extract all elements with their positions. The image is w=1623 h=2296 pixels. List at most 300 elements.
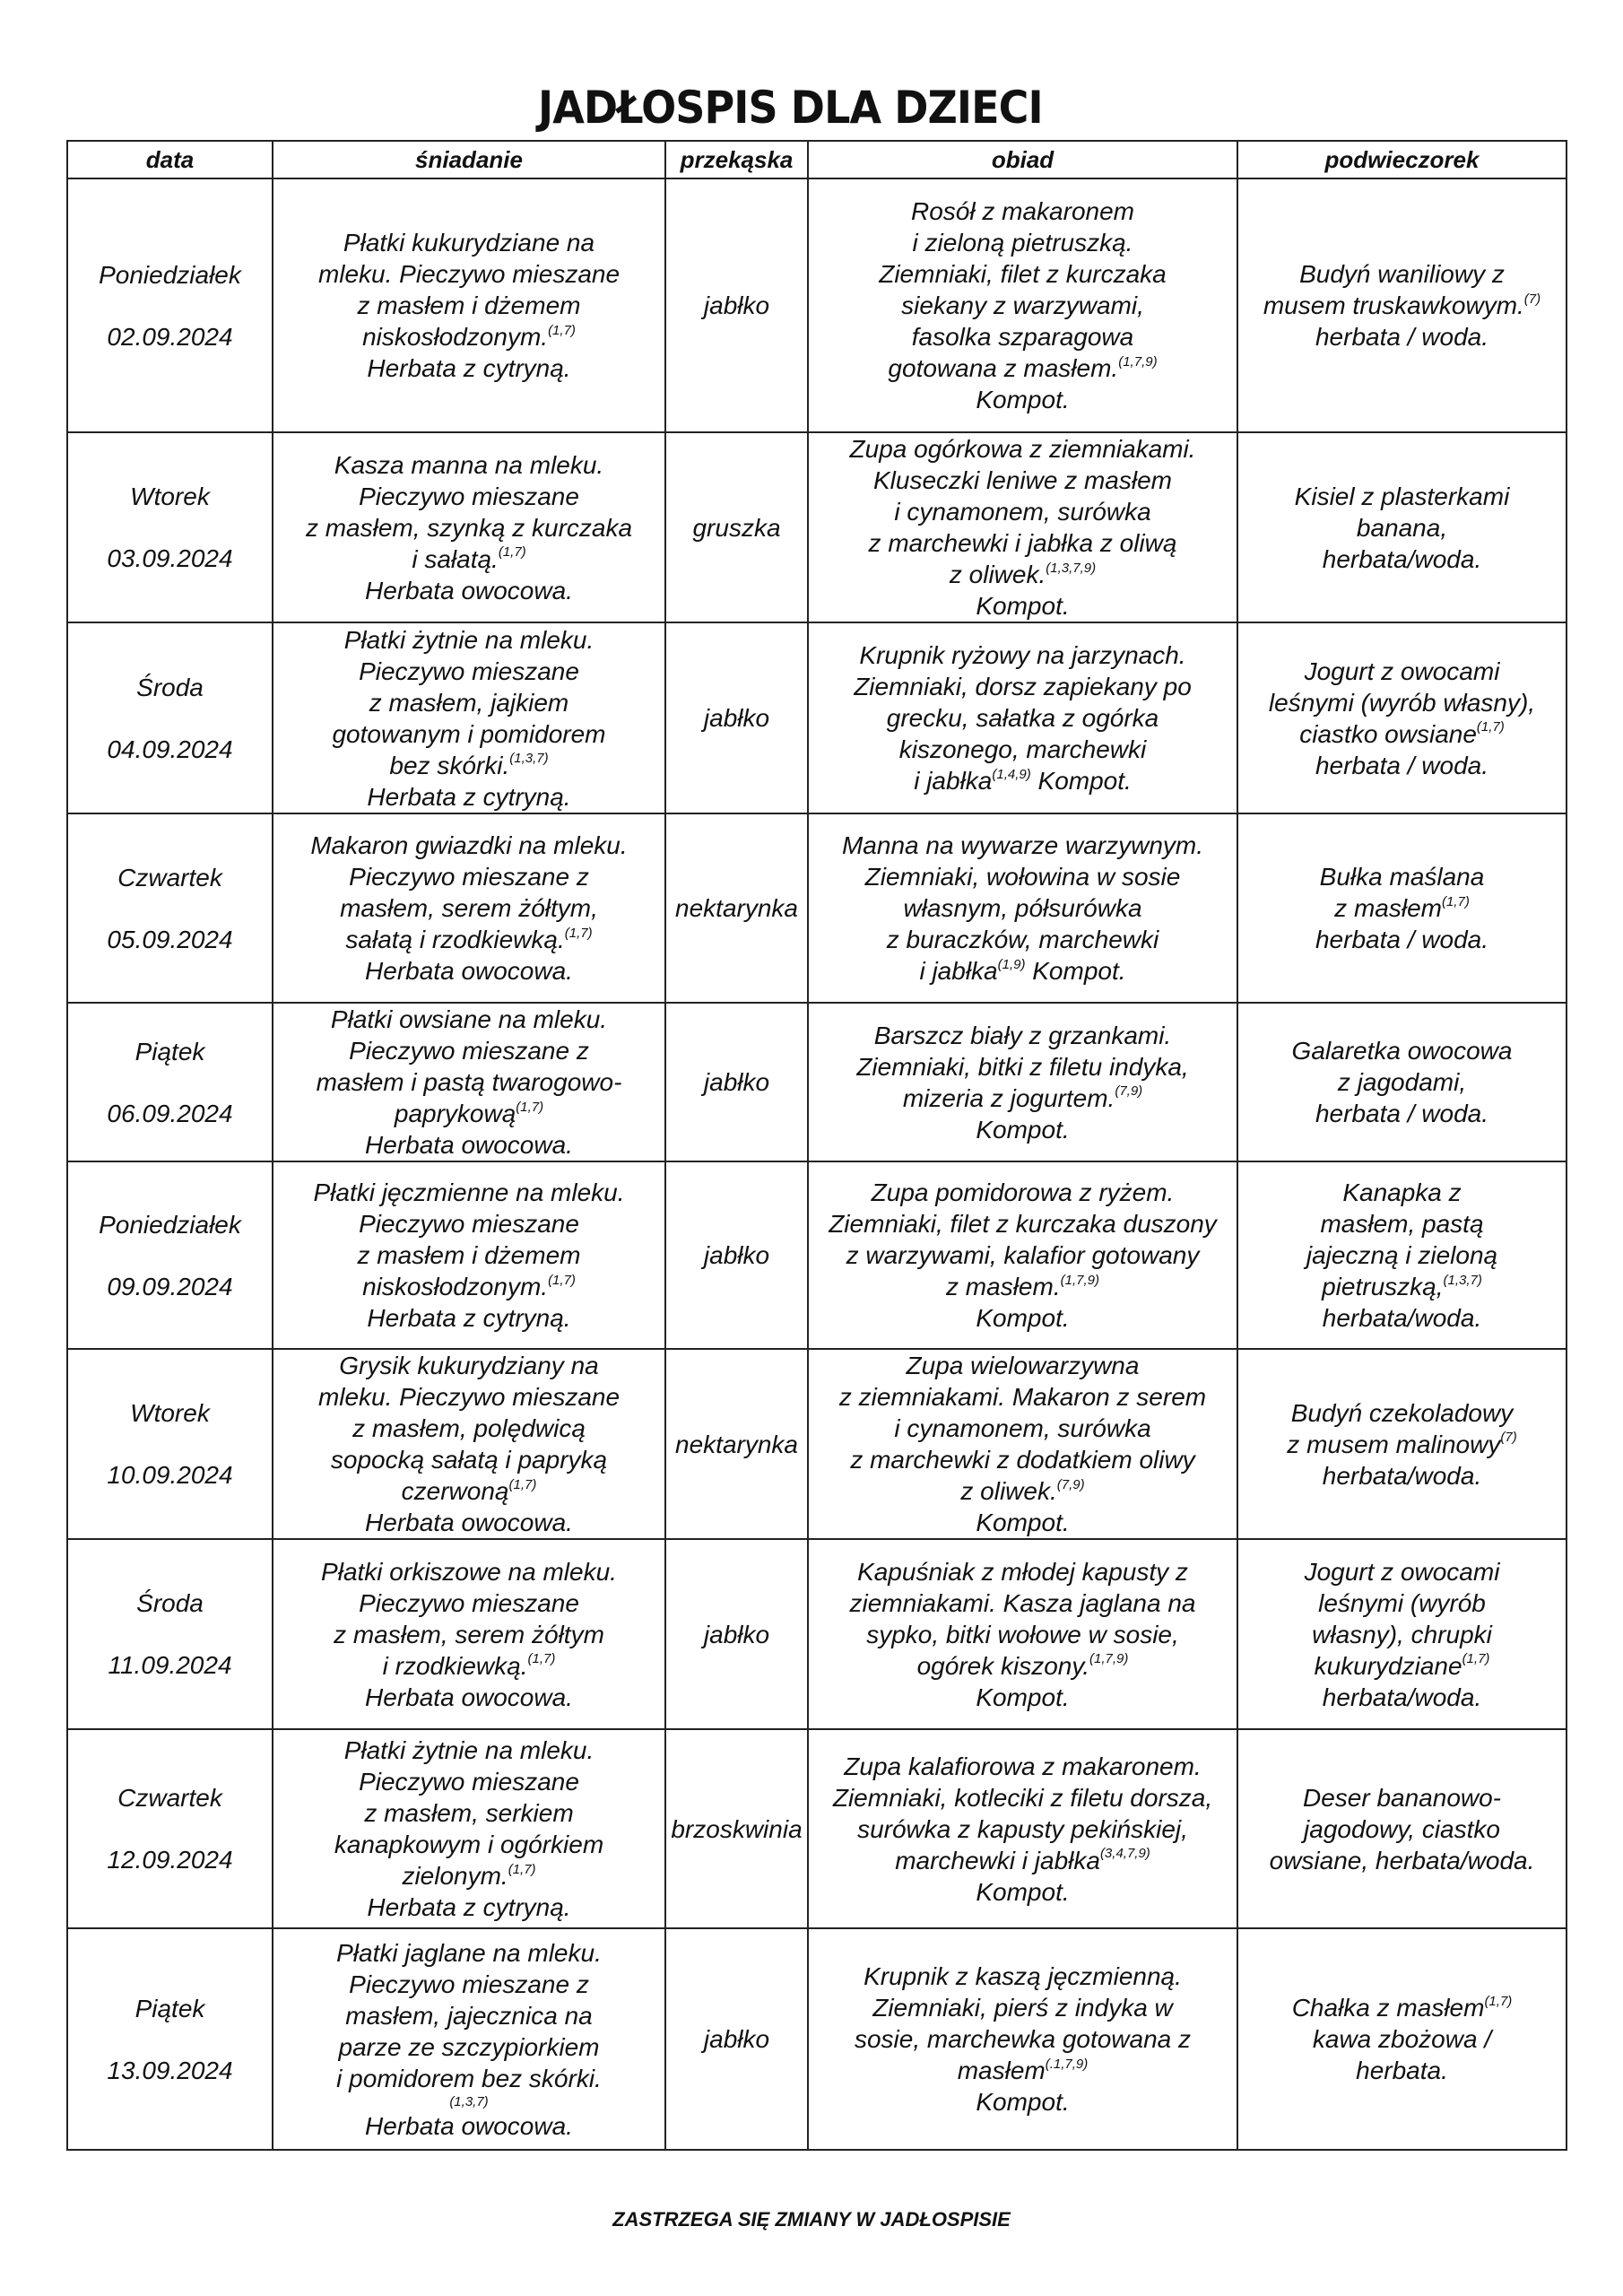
breakfast-line [277, 2000, 661, 2031]
menu-text: masłem, pastą [1320, 1210, 1484, 1238]
menu-text: Kisiel z plasterkami [1294, 482, 1510, 510]
breakfast-line [277, 1129, 661, 1161]
day-name: Piątek [135, 1037, 205, 1065]
afternoon-line [1242, 1177, 1562, 1208]
menu-text: Kompot. [1030, 767, 1132, 795]
menu-text: Ziemniaki, pierś z indyka w [872, 1994, 1173, 2022]
breakfast-line [277, 1829, 661, 1860]
menu-text: herbata. [1356, 2057, 1448, 2084]
menu-text: Kompot. [976, 2088, 1070, 2116]
breakfast-line [277, 1098, 661, 1129]
breakfast-cell [273, 1161, 665, 1349]
snack-cell [665, 813, 808, 1003]
breakfast-line [277, 656, 661, 687]
breakfast-line [277, 1860, 661, 1892]
menu-text: Rosół z makaronem [911, 197, 1134, 225]
lunch-line [812, 1239, 1233, 1271]
menu-text: Deser bananowo- [1302, 1783, 1502, 1812]
lunch-line [812, 590, 1233, 622]
menu-text: z warzywami, kalafior gotowany [846, 1241, 1200, 1269]
menu-text: surówka z kapusty pekińskiej, [857, 1814, 1188, 1843]
breakfast-line [277, 750, 661, 781]
afternoon-line [1242, 1782, 1562, 1813]
date-cell [67, 622, 273, 813]
menu-text: Jogurt z owocami [1304, 1557, 1500, 1586]
afternoon-snack-cell [1237, 432, 1567, 622]
menu-text: mizeria z jogurtem. [902, 1083, 1115, 1112]
breakfast-line [277, 1444, 661, 1475]
menu-text: herbata/woda. [1322, 544, 1482, 573]
menu-text: fasolka szparagowa [911, 323, 1134, 351]
menu-text: Kompot. [976, 592, 1070, 620]
menu-text: Herbata owocowa. [365, 576, 573, 604]
breakfast-line [277, 449, 661, 481]
menu-text: i jabłka [914, 767, 993, 795]
lunch-line [812, 496, 1233, 527]
menu-text: masłem, jajecznica na [345, 2001, 593, 2030]
menu-text: herbata / woda. [1315, 751, 1489, 779]
menu-text: z masłem, serem żółtym [334, 1620, 604, 1648]
allergen-note: (7) [1523, 291, 1541, 307]
allergen-note: (7,9) [1115, 1083, 1143, 1100]
lunch-line [812, 1381, 1233, 1413]
afternoon-line [1242, 1813, 1562, 1845]
breakfast-line [277, 258, 661, 290]
day-date: 13.09.2024 [107, 2056, 233, 2084]
breakfast-line [277, 2094, 661, 2110]
breakfast-line [277, 924, 661, 955]
lunch-cell [808, 622, 1237, 813]
menu-text: Herbata z cytryną. [367, 354, 571, 382]
lunch-cell [808, 1928, 1237, 2150]
day-name: Środa [136, 1589, 204, 1617]
menu-text: i cynamonem, surówka [894, 1414, 1151, 1442]
breakfast-cell [273, 1349, 665, 1539]
menu-text: leśnymi (wyrób [1318, 1588, 1486, 1617]
day-name: Wtorek [130, 1399, 210, 1427]
lunch-line [812, 352, 1233, 384]
menu-text: Budyń waniliowy z [1299, 260, 1505, 288]
menu-text: leśnymi (wyrób własny), [1268, 688, 1536, 717]
snack-cell [665, 178, 808, 432]
menu-text: Ziemniaki, bitki z filetu indyka, [856, 1052, 1189, 1081]
snack-cell [665, 1003, 808, 1161]
menu-text: kanapkowym i ogórkiem [334, 1831, 604, 1858]
breakfast-line [277, 2031, 661, 2063]
menu-text: z masłem, polędwicą [352, 1414, 586, 1442]
allergen-note: (1,7,9) [1118, 353, 1158, 370]
menu-text: siekany z warzywami, [901, 291, 1144, 319]
breakfast-line [277, 781, 661, 813]
menu-text: musem truskawkowym. [1263, 291, 1524, 319]
lunch-line [812, 227, 1233, 258]
table-row [67, 1349, 1567, 1539]
menu-text: owsiane, herbata/woda. [1269, 1846, 1535, 1874]
breakfast-line [277, 1239, 661, 1271]
menu-text: bez skórki. [389, 751, 510, 779]
menu-text: Pieczywo mieszane [359, 1210, 579, 1238]
menu-text: mleku. Pieczywo mieszane [317, 260, 621, 288]
afternoon-line [1242, 656, 1562, 687]
menu-text: Manna na wywarze warzywnym. [841, 831, 1204, 859]
menu-text: Krupnik ryżowy na jarzynach. [859, 641, 1186, 669]
allergen-note: (.1,7,9) [1045, 2056, 1089, 2072]
day-date: 09.09.2024 [107, 1272, 233, 1300]
breakfast-line [277, 321, 661, 352]
lunch-line [812, 1271, 1233, 1302]
menu-text: Jogurt z owocami [1304, 657, 1500, 685]
allergen-note: (1,7,9) [1089, 1651, 1129, 1667]
lunch-cell [808, 1161, 1237, 1349]
afternoon-line [1242, 1066, 1562, 1098]
lunch-line [812, 1587, 1233, 1619]
allergen-note: (3,4,7,9) [1099, 1846, 1150, 1862]
breakfast-line [277, 544, 661, 575]
menu-text: z masłem, serkiem [364, 1799, 574, 1827]
day-name: Wtorek [130, 483, 210, 510]
column-header-breakfast: śniadanie [273, 141, 665, 178]
lunch-line [812, 1992, 1233, 2023]
menu-text: herbata/woda. [1322, 1304, 1482, 1332]
snack-cell [665, 1349, 808, 1539]
afternoon-line [1242, 1271, 1562, 1302]
table-row [67, 1539, 1567, 1729]
afternoon-line [1242, 1556, 1562, 1587]
menu-text: Pieczywo mieszane [359, 1588, 579, 1617]
menu-text: Kasza manna na mleku. [334, 450, 604, 479]
date-cell [67, 1928, 273, 2150]
afternoon-snack-cell [1237, 1003, 1567, 1161]
lunch-line [812, 559, 1233, 590]
table-row [67, 178, 1567, 432]
menu-text: herbata / woda. [1315, 323, 1489, 351]
breakfast-line [277, 1797, 661, 1829]
menu-text: i cynamonem, surówka [894, 498, 1151, 526]
lunch-line [812, 1413, 1233, 1444]
snack-text: jabłko [703, 291, 770, 319]
lunch-line [812, 527, 1233, 559]
breakfast-line [277, 481, 661, 512]
lunch-line [812, 1208, 1233, 1239]
lunch-line [812, 892, 1233, 924]
menu-text: marchewki i jabłka [895, 1846, 1100, 1874]
breakfast-cell [273, 1729, 665, 1928]
snack-text: brzoskwinia [671, 1814, 803, 1843]
lunch-line [812, 1813, 1233, 1845]
afternoon-line [1242, 924, 1562, 955]
day-name: Piątek [135, 1994, 205, 2022]
afternoon-line [1242, 512, 1562, 544]
allergen-note: (1,7) [508, 1861, 536, 1877]
menu-text: Herbata owocowa. [365, 957, 573, 985]
lunch-cell [808, 1003, 1237, 1161]
lunch-line [812, 1876, 1233, 1908]
menu-text: herbata / woda. [1315, 1100, 1489, 1127]
lunch-line [812, 765, 1233, 796]
header-row [67, 141, 1567, 178]
lunch-cell [808, 178, 1237, 432]
allergen-note: (1,7) [498, 544, 526, 561]
menu-text: sypko, bitki wołowe w sosie, [866, 1620, 1179, 1648]
menu-text: niskosłodzonym. [362, 323, 549, 351]
menu-text: Kanapka z [1342, 1178, 1462, 1206]
lunch-line [812, 2023, 1233, 2055]
afternoon-line [1242, 1208, 1562, 1239]
menu-text: Kluseczki leniwe z masłem [873, 466, 1172, 494]
menu-text: Kompot. [1025, 957, 1126, 985]
menu-text: jajeczną i zieloną [1306, 1241, 1498, 1269]
menu-text: Kompot. [976, 1683, 1070, 1711]
snack-cell [665, 622, 808, 813]
menu-text: masłem i pastą twarogowo- [316, 1068, 622, 1096]
breakfast-line [277, 1587, 661, 1619]
menu-text: kukurydziane [1314, 1651, 1462, 1680]
date-cell [67, 1539, 273, 1729]
column-header-date: data [67, 141, 273, 178]
afternoon-line [1242, 687, 1562, 718]
menu-text: z masłem i dżemem [357, 1241, 581, 1269]
afternoon-line [1242, 290, 1562, 321]
afternoon-line [1242, 1587, 1562, 1619]
breakfast-line [277, 1035, 661, 1066]
allergen-note: (1,9) [997, 956, 1026, 972]
afternoon-line [1242, 1460, 1562, 1492]
menu-text: Kompot. [976, 1877, 1070, 1906]
allergen-note: (1,7) [1476, 719, 1505, 735]
menu-text: Ziemniaki, kotleciki z filetu dorsza, [832, 1783, 1213, 1812]
afternoon-snack-cell [1237, 178, 1567, 432]
snack-cell [665, 1539, 808, 1729]
afternoon-line [1242, 1429, 1562, 1460]
menu-text: Zupa kalafiorowa z makaronem. [844, 1752, 1202, 1780]
lunch-cell [808, 1539, 1237, 1729]
afternoon-line [1242, 1098, 1562, 1129]
afternoon-line [1242, 892, 1562, 924]
menu-text: z ziemniakami. Makaron z serem [838, 1383, 1207, 1411]
lunch-line [812, 1177, 1233, 1208]
day-date: 03.09.2024 [107, 544, 233, 572]
lunch-line [812, 1350, 1233, 1381]
breakfast-line [277, 352, 661, 384]
menu-text: Płatki żytnie na mleku. [343, 1736, 595, 1764]
menu-text: Chałka z masłem [1291, 1994, 1485, 2022]
day-name: Czwartek [117, 863, 222, 891]
lunch-line [812, 1845, 1233, 1876]
breakfast-line [277, 512, 661, 544]
menu-text: Ziemniaki, filet z kurczaka duszony [829, 1210, 1217, 1238]
lunch-line [812, 1619, 1233, 1650]
lunch-line [812, 1083, 1233, 1114]
menu-text: Płatki jęczmienne na mleku. [313, 1178, 625, 1206]
breakfast-cell [273, 813, 665, 1003]
snack-text: gruszka [692, 513, 781, 542]
lunch-line [812, 830, 1233, 861]
menu-text: masłem [957, 2057, 1046, 2084]
lunch-line [812, 639, 1233, 671]
menu-body [67, 178, 1567, 2150]
menu-text: czerwoną [401, 1477, 509, 1505]
lunch-cell [808, 1349, 1237, 1539]
menu-text: z oliwek. [960, 1477, 1057, 1505]
afternoon-snack-cell [1237, 1928, 1567, 2150]
menu-text: Ziemniaki, wołowina w sosie [864, 863, 1181, 891]
snack-cell [665, 1729, 808, 1928]
breakfast-line [277, 1302, 661, 1334]
breakfast-cell [273, 1928, 665, 2150]
menu-text: herbata / woda. [1315, 926, 1489, 953]
day-date: 02.09.2024 [107, 322, 233, 351]
breakfast-line [277, 1066, 661, 1098]
lunch-line [812, 465, 1233, 496]
breakfast-line [277, 624, 661, 656]
menu-text: Kompot. [976, 386, 1070, 413]
menu-text: Krupnik z kaszą jęczmienną. [864, 1962, 1182, 1990]
breakfast-line [277, 1892, 661, 1923]
afternoon-snack-cell [1237, 1349, 1567, 1539]
menu-text: z marchewki z dodatkiem oliwy [850, 1446, 1195, 1474]
lunch-line [812, 321, 1233, 352]
lunch-line [812, 384, 1233, 415]
menu-text: sałatą i rzodkiewką. [345, 926, 565, 953]
menu-text: z masłem i dżemem [357, 291, 581, 319]
menu-text: Pieczywo mieszane z [349, 863, 589, 891]
snack-text: nektarynka [675, 1430, 798, 1458]
afternoon-line [1242, 718, 1562, 750]
menu-text: Kompot. [976, 1115, 1070, 1144]
day-name: Poniedziałek [99, 260, 241, 289]
lunch-line [812, 1682, 1233, 1713]
menu-text: paprykową [394, 1100, 516, 1127]
lunch-line [812, 1302, 1233, 1334]
breakfast-line [277, 955, 661, 987]
breakfast-line [277, 1937, 661, 1969]
menu-text: niskosłodzonym. [362, 1273, 549, 1300]
allergen-note: (1,7) [1441, 893, 1470, 909]
menu-text: parze ze szczypiorkiem [338, 2032, 600, 2061]
date-cell [67, 178, 273, 432]
allergen-note: (1,7) [548, 322, 576, 338]
afternoon-snack-cell [1237, 1161, 1567, 1349]
menu-text: jagodowy, ciastko [1304, 1814, 1500, 1843]
column-header-lunch: obiad [808, 141, 1237, 178]
lunch-line [812, 1114, 1233, 1145]
lunch-line [812, 1961, 1233, 1992]
allergen-note: (1,7) [548, 1272, 576, 1288]
afternoon-snack-cell [1237, 1539, 1567, 1729]
afternoon-line [1242, 2055, 1562, 2086]
menu-text: Herbata owocowa. [365, 1509, 573, 1536]
date-cell [67, 1349, 273, 1539]
menu-text: Grysik kukurydziany na [339, 1352, 599, 1379]
breakfast-line [277, 290, 661, 321]
menu-text: własnym, półsurówka [903, 894, 1142, 922]
afternoon-line [1242, 1035, 1562, 1066]
menu-text: Płatki jaglane na mleku. [336, 1938, 602, 1967]
breakfast-line [277, 1004, 661, 1035]
lunch-cell [808, 432, 1237, 622]
menu-text: Budyń czekoladowy [1290, 1398, 1514, 1427]
allergen-note: (7) [1500, 1430, 1517, 1446]
breakfast-line [277, 1507, 661, 1538]
table-row [67, 1003, 1567, 1161]
breakfast-line [277, 861, 661, 892]
breakfast-line [277, 1766, 661, 1797]
breakfast-line [277, 2110, 661, 2142]
menu-text: zielonym. [402, 1862, 508, 1890]
allergen-note: (1,7) [1484, 1993, 1513, 2009]
breakfast-line [277, 1208, 661, 1239]
menu-text: sosie, marchewka gotowana z [854, 2025, 1192, 2053]
afternoon-snack-cell [1237, 622, 1567, 813]
menu-text: własny), chrupki [1312, 1620, 1492, 1648]
date-cell [67, 813, 273, 1003]
menu-text: i zieloną pietruszką. [912, 229, 1133, 257]
breakfast-line [277, 1556, 661, 1587]
breakfast-line [277, 575, 661, 606]
breakfast-line [277, 1682, 661, 1713]
menu-text: kiszonego, marchewki [898, 735, 1147, 763]
day-date: 12.09.2024 [107, 1846, 233, 1874]
afternoon-line [1242, 1845, 1562, 1876]
afternoon-line [1242, 481, 1562, 512]
afternoon-line [1242, 861, 1562, 892]
menu-text: Płatki kukurydziane na [343, 229, 595, 257]
afternoon-line [1242, 1397, 1562, 1429]
lunch-line [812, 734, 1233, 765]
menu-text: Makaron gwiazdki na mleku. [310, 831, 628, 859]
menu-text: gotowanym i pomidorem [332, 719, 606, 748]
date-cell [67, 432, 273, 622]
snack-text: jabłko [703, 1241, 770, 1269]
menu-text: Galaretka owocowa [1291, 1037, 1513, 1065]
lunch-cell [808, 1729, 1237, 1928]
lunch-line [812, 2055, 1233, 2086]
menu-title: JADŁOSPIS DLA DZIECI [538, 82, 1043, 134]
lunch-line [812, 924, 1233, 955]
menu-text: i pomidorem bez skórki. [336, 2064, 602, 2092]
menu-text: Ziemniaki, filet z kurczaka [879, 260, 1167, 288]
column-header-snack: przekąska [665, 141, 808, 178]
afternoon-line [1242, 1302, 1562, 1334]
allergen-note: (1,3,7) [509, 751, 549, 767]
lunch-line [812, 290, 1233, 321]
breakfast-cell [273, 1003, 665, 1161]
date-cell [67, 1161, 273, 1349]
lunch-line [812, 1020, 1233, 1051]
menu-text: ogórek kiszony. [916, 1651, 1090, 1680]
afternoon-line [1242, 258, 1562, 290]
afternoon-snack-cell [1237, 813, 1567, 1003]
date-cell [67, 1003, 273, 1161]
table-row [67, 622, 1567, 813]
menu-text: z buraczków, marchewki [886, 926, 1159, 953]
afternoon-snack-cell [1237, 1729, 1567, 1928]
breakfast-cell [273, 622, 665, 813]
breakfast-line [277, 1969, 661, 2000]
column-header-afternoon: podwieczorek [1237, 141, 1567, 178]
breakfast-cell [273, 178, 665, 432]
breakfast-line [277, 2063, 661, 2094]
menu-text: z masłem, szynką z kurczaka [305, 513, 633, 542]
lunch-line [812, 861, 1233, 892]
snack-text: jabłko [703, 2025, 770, 2053]
breakfast-line [277, 687, 661, 718]
menu-text: mleku. Pieczywo mieszane [317, 1383, 621, 1411]
menu-text: z masłem. [946, 1273, 1061, 1300]
menu-text: Zupa wielowarzywna [906, 1352, 1140, 1379]
allergen-note: (1,3,7,9) [1046, 560, 1097, 576]
allergen-note: (1,7) [564, 925, 593, 941]
